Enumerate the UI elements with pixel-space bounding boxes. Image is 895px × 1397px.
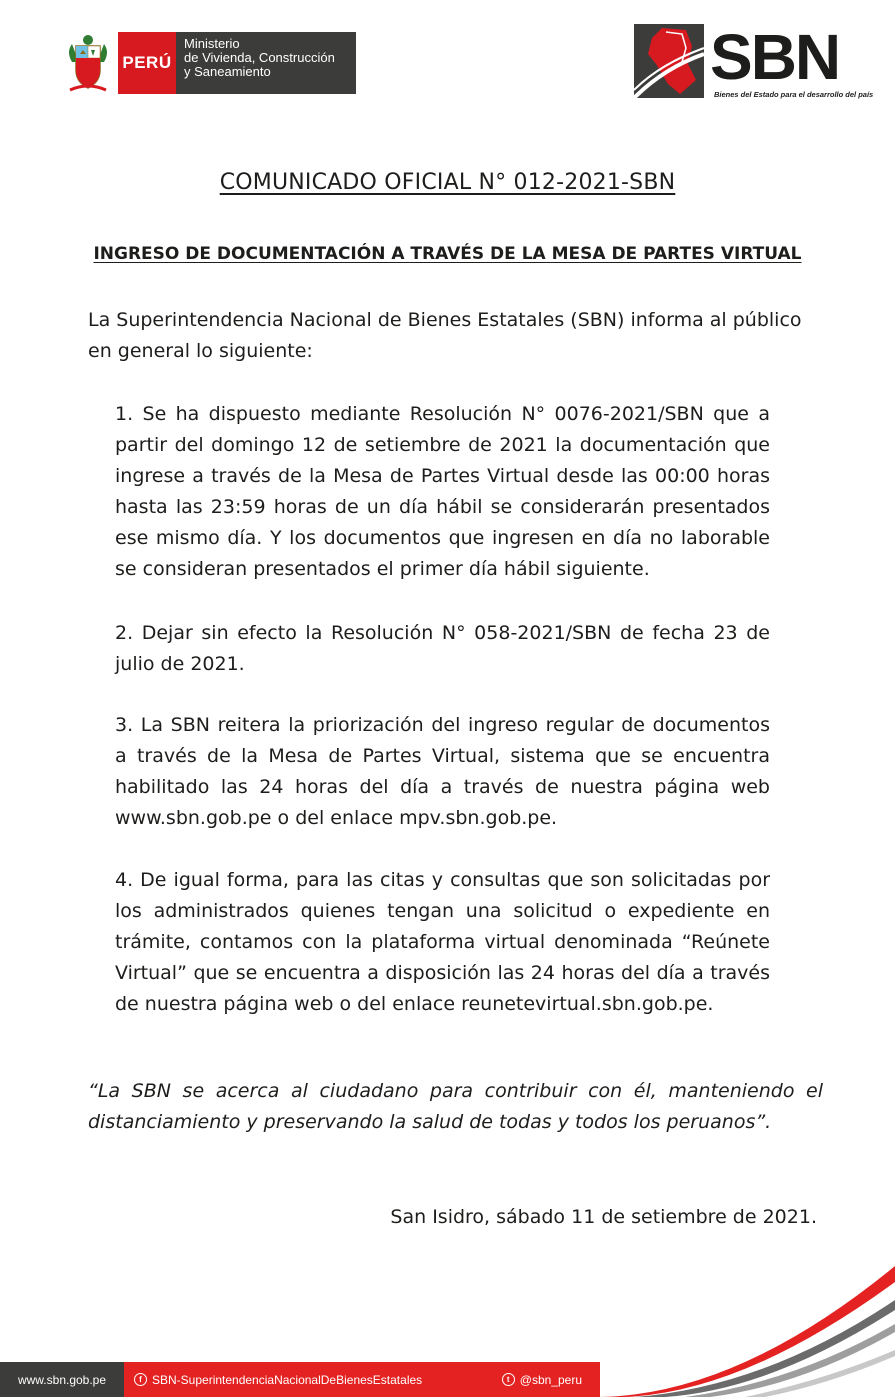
facebook-icon: f — [134, 1373, 147, 1386]
footer-website-link[interactable]: www.sbn.gob.pe — [0, 1362, 124, 1397]
list-item: 3. La SBN reitera la priorización del ingreso regular de documentos a través de la Mesa de Partes Virtual, sistema que se encuentra habilitado las 24 horas del día a través de nuestra página web www.sbn.gob.pe o del enlace mpv.sbn.gob.pe. — [115, 714, 770, 829]
sbn-slogan: Bienes del Estado para el desarrollo del país — [714, 90, 874, 99]
place-and-date: San Isidro, sábado 11 de setiembre de 2021. — [390, 1206, 817, 1228]
footer-facebook-text: SBN-SuperintendenciaNacionalDeBienesEstatales — [152, 1372, 423, 1387]
document-subtitle: INGRESO DE DOCUMENTACIÓN A TRAVÉS DE LA MESA DE PARTES VIRTUAL — [93, 244, 802, 264]
document-title: COMUNICADO OFICIAL N° 012-2021-SBN — [219, 170, 676, 195]
decorative-swoosh — [595, 1262, 895, 1397]
peru-label: PERÚ — [118, 32, 176, 94]
ministry-line-2: de Vivienda, Construcción — [184, 50, 335, 65]
ministry-logo — [64, 32, 356, 94]
footer-bar — [0, 1362, 600, 1397]
footer-facebook-link[interactable] — [134, 1373, 422, 1387]
footer-social — [124, 1362, 600, 1397]
sbn-map-icon — [634, 24, 704, 98]
intro-paragraph: La Superintendencia Nacional de Bienes Estatales (SBN) informa al público en general lo siguiente: — [88, 309, 802, 362]
closing-quote: “La SBN se acerca al ciudadano para contribuir con él, manteniendo el distanciamiento y preservando la salud de todas y todos los peruanos”. — [88, 1080, 823, 1133]
sbn-logo-text: SBN — [710, 21, 840, 93]
ministry-line-1: Ministerio — [184, 36, 240, 51]
list-item: 1. Se ha dispuesto mediante Resolución N° 0076-2021/SBN que a partir del domingo 12 de setiembre de 2021 la documentación que ingrese a través de la Mesa de Partes Virtual desde las 00:00 horas hasta las 23:59 horas de un día hábil se considerarán presentados ese mismo día. Y los documentos que ingresen en día no laborable se consideran presentados el primer día hábil siguiente. — [115, 403, 770, 580]
twitter-icon: t — [502, 1373, 515, 1386]
ministry-line-3: y Saneamiento — [184, 64, 271, 79]
footer-twitter-link[interactable] — [502, 1373, 582, 1387]
footer-twitter-text: @sbn_peru — [519, 1372, 582, 1387]
peru-coat-of-arms-icon — [64, 32, 112, 94]
list-item: 4. De igual forma, para las citas y consultas que son solicitadas por los administrados quienes tengan una solicitud o expediente en trámite, contamos con la plataforma virtual denominada “Reúnete Virtual” que se encuentra a disposición las 24 horas del día a través de nuestra página web o del enlace reunetevirtual.sbn.gob.pe. — [115, 869, 770, 1015]
ministry-name — [176, 32, 356, 94]
sbn-logo — [634, 21, 874, 102]
list-item: 2. Dejar sin efecto la Resolución N° 058-2021/SBN de fecha 23 de julio de 2021. — [115, 622, 770, 675]
